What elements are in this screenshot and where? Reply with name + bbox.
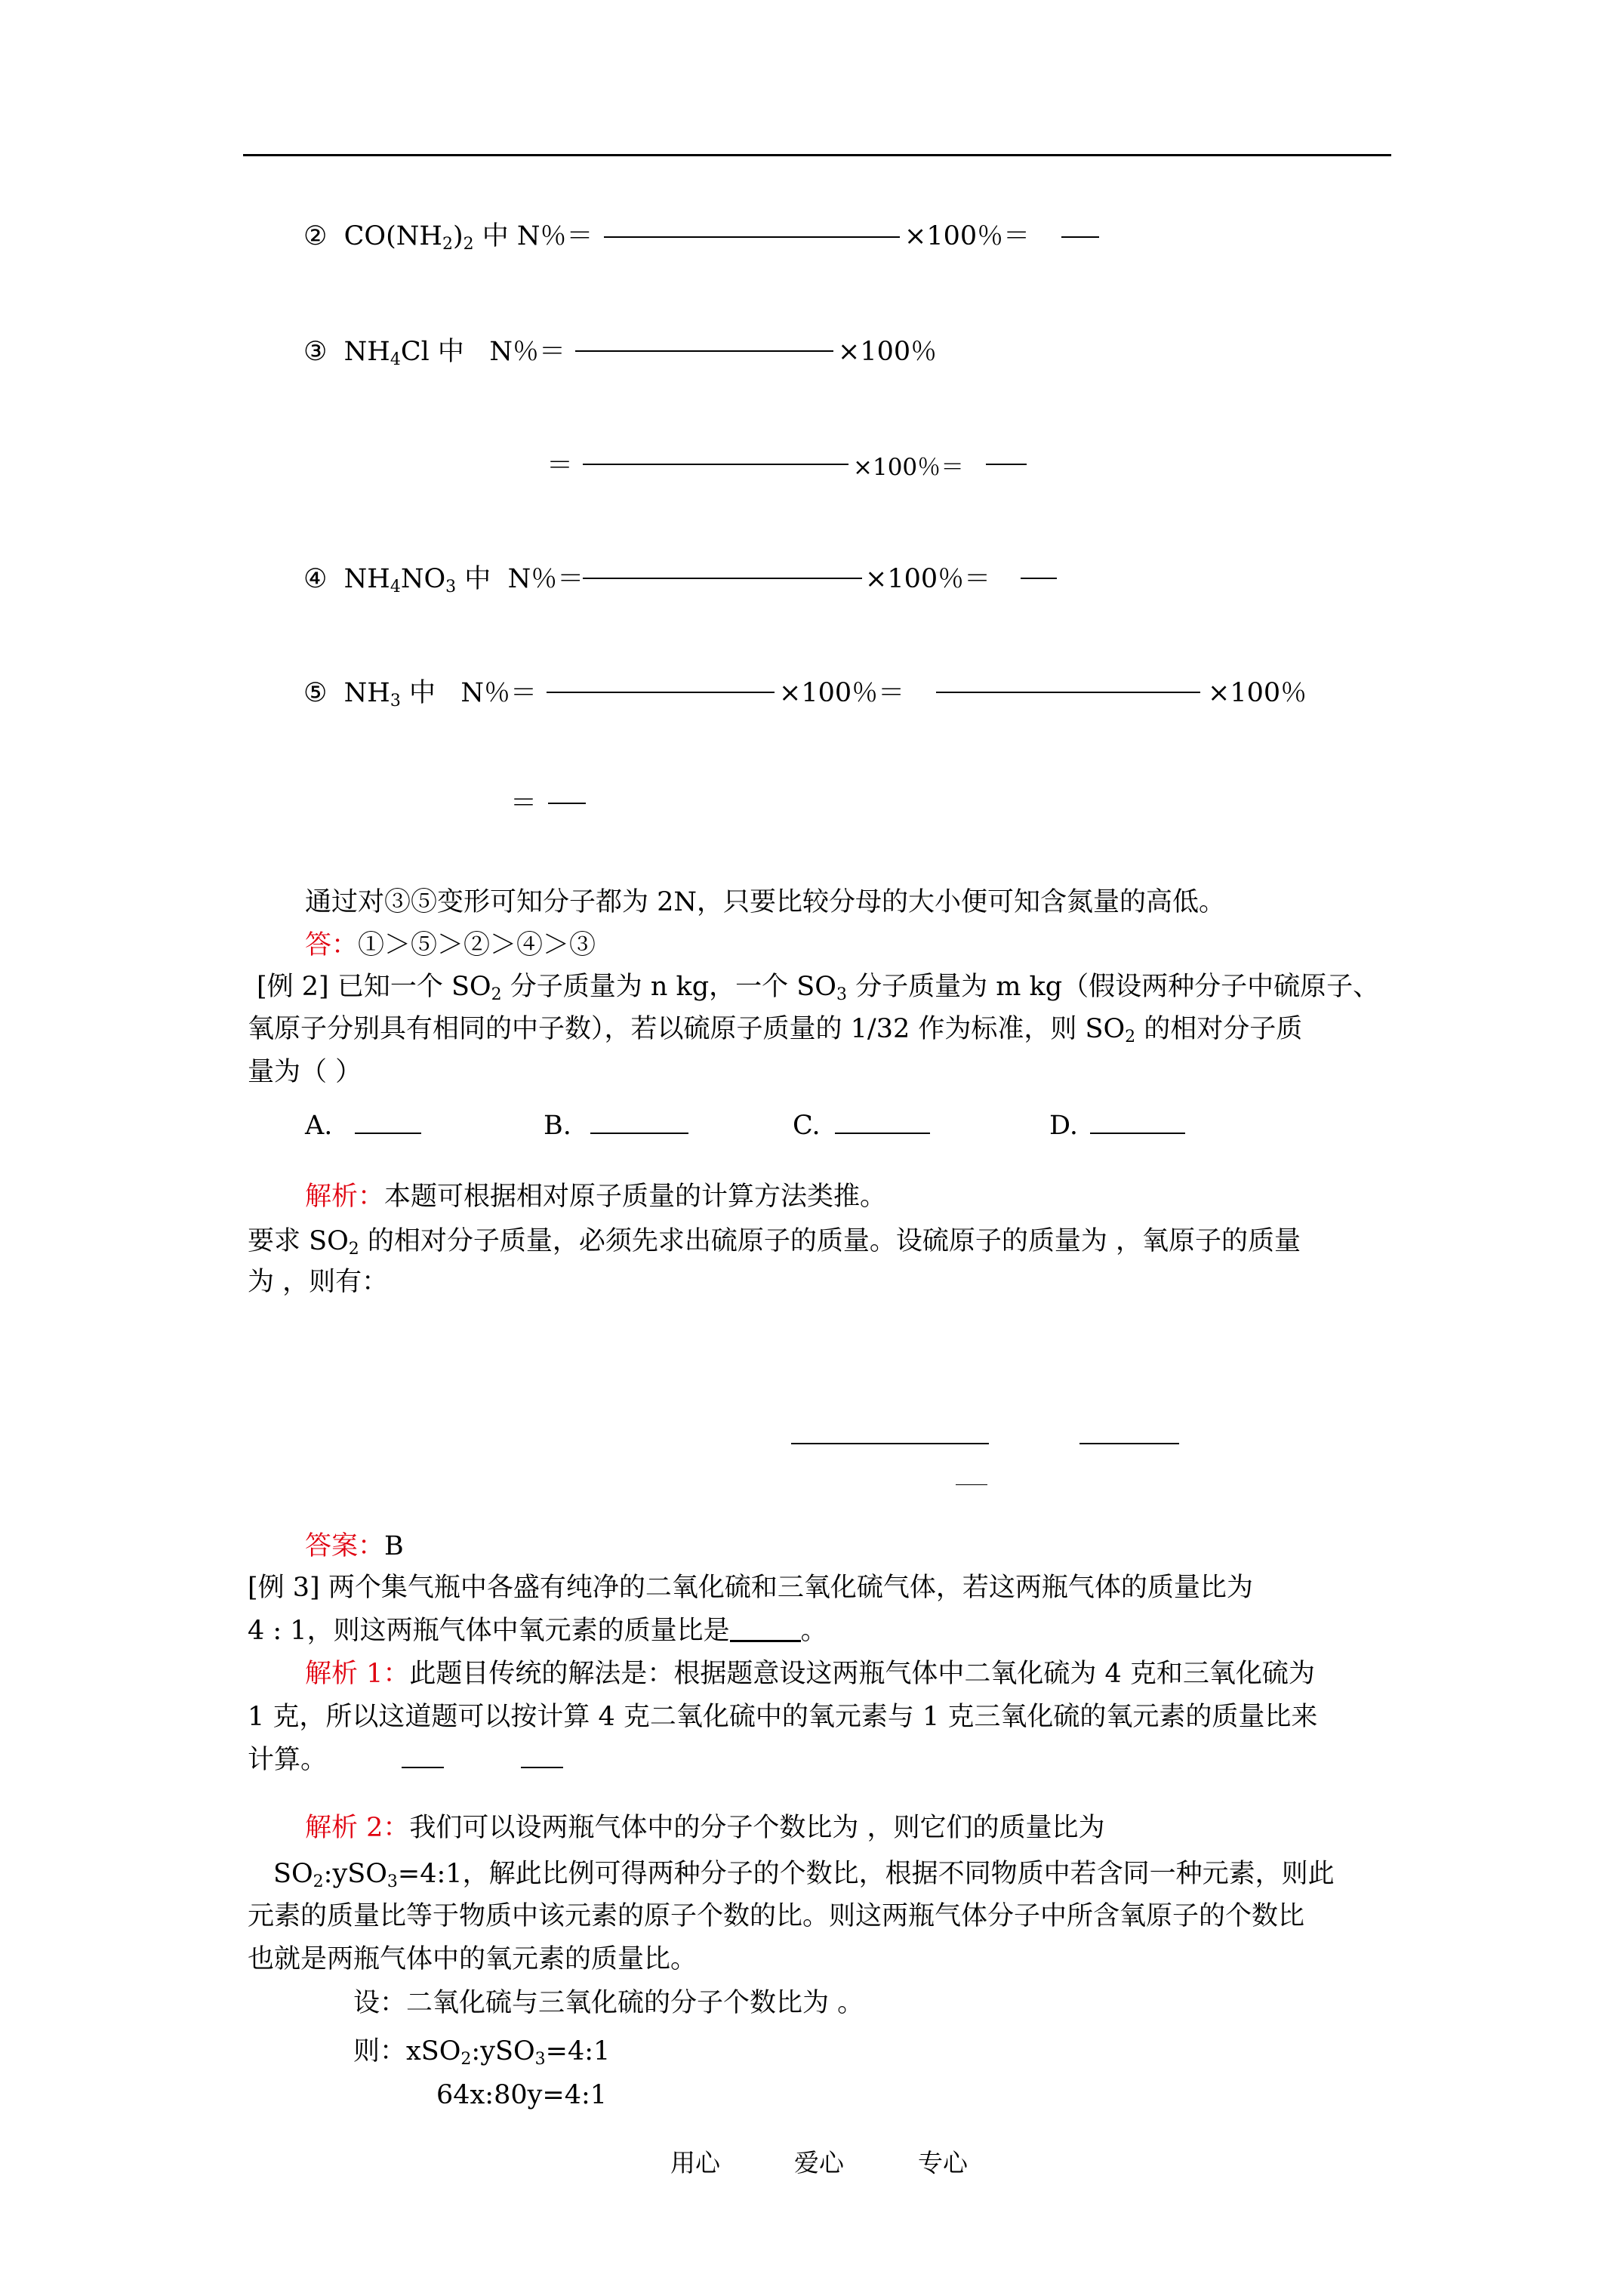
- analysis-1-line-2: 1 克，所以这道题可以按计算 4 克二氧化硫中的氧元素与 1 克三氧化硫的氧元素的质量比来: [248, 1702, 1318, 1732]
- text: 。: [800, 1616, 827, 1646]
- fraction-bar: [986, 464, 1027, 465]
- fraction-bar: [583, 464, 848, 465]
- formula-2: [303, 223, 593, 253]
- analysis-2-label: 解析 2：: [305, 1813, 410, 1843]
- example-2-line-3: 量为（ ）: [248, 1057, 362, 1087]
- fraction-bar: [1021, 578, 1057, 579]
- formula-2-mid: ): [452, 221, 463, 251]
- formula-5-label: ⑤: [303, 678, 328, 708]
- formula-4-tail: ×100％＝: [865, 564, 991, 594]
- formula-3: [303, 339, 565, 368]
- answer-2-value: B: [384, 1531, 404, 1561]
- formula-5-pre: NH: [343, 678, 390, 708]
- text: =4:1，解此比例可得两种分子的个数比，根据不同物质中若含同一种元素，则此: [397, 1859, 1335, 1889]
- text: 则：xSO: [353, 2036, 461, 2066]
- subscript: 2: [313, 1872, 324, 1891]
- option-c-blank: [835, 1133, 930, 1134]
- text: 要求 SO: [248, 1226, 349, 1256]
- formula-5-tail: ×100％: [1208, 678, 1307, 708]
- footer-item: 用心: [670, 2148, 720, 2177]
- formula-4: [303, 566, 584, 596]
- header-rule: [243, 154, 1391, 156]
- formula-4-label: ④: [303, 564, 328, 594]
- option-d: D.: [1049, 1111, 1078, 1141]
- subscript: 3: [534, 2050, 546, 2069]
- fraction-bar: [1061, 236, 1099, 238]
- fraction-bar: [1079, 1443, 1179, 1444]
- analysis-2-line-1: [305, 1815, 1105, 1841]
- analysis-2-line-3: 元素的质量比等于物质中该元素的原子个数的比。则这两瓶气体分子中所含氧原子的个数比: [248, 1901, 1305, 1931]
- example-3-line-1: [例 3] 两个集气瓶中各盛有纯净的二氧化硫和三氧化硫气体，若这两瓶气体的质量比为: [248, 1573, 1253, 1603]
- text: 的相对分子质量，必须先求出硫原子的质量。设硫原子的质量为 ，氧原子的质量: [359, 1226, 1301, 1256]
- answer-1-value: ①＞⑤＞②＞④＞③: [358, 930, 596, 960]
- setup-line-3: 64x:80y=4:1: [436, 2080, 608, 2110]
- analysis-1-label: 解析 1：: [305, 1659, 410, 1689]
- formula-3-post: Cl 中: [400, 337, 464, 367]
- text: 氧原子分别具有相同的中子数），若以硫原子质量的 1/32 作为标准，则 SO: [248, 1014, 1126, 1044]
- analysis-label: 解析：: [305, 1182, 385, 1212]
- option-a-blank: [355, 1133, 421, 1134]
- example-2-line-1: [257, 974, 1379, 1003]
- analysis-1-line-3: 计算。: [248, 1745, 328, 1775]
- option-b: B.: [544, 1111, 571, 1141]
- fraction-bar: [548, 803, 586, 804]
- fraction-bar: [402, 1767, 444, 1768]
- example-2-line-2: [248, 1016, 1302, 1046]
- option-c: C.: [793, 1111, 821, 1141]
- subscript: 2: [460, 2050, 472, 2069]
- fraction-bar: [547, 692, 775, 693]
- fraction-bar: [583, 578, 862, 579]
- formula-3-np: N％＝: [489, 337, 565, 367]
- analysis-line-2: [248, 1228, 1301, 1258]
- answer-1: [305, 932, 596, 959]
- example-3-line-2: [248, 1617, 827, 1644]
- formula-4-np: N％＝: [507, 564, 584, 594]
- text: 此题目传统的解法是：根据题意设这两瓶气体中二氧化硫为 4 克和三氧化硫为: [409, 1659, 1315, 1689]
- text: 分子质量为 m kg（假设两种分子中硫原子、: [846, 972, 1380, 1002]
- formula-2-pre: CO(NH: [343, 221, 442, 251]
- formula-3-tail: ×100％: [838, 337, 938, 367]
- formula-4-sub2: 3: [445, 578, 457, 596]
- formula-2-tail: ×100％＝: [904, 221, 1030, 251]
- answer-blank: [730, 1617, 801, 1642]
- subscript: 2: [348, 1240, 359, 1259]
- subscript: 3: [387, 1872, 398, 1891]
- analysis-2-line-2: [273, 1861, 1335, 1891]
- formula-3b-tail: ×100％＝: [853, 454, 965, 481]
- formula-5b-eq: ＝: [510, 788, 537, 818]
- fraction-bar: [936, 692, 1200, 693]
- text: :ySO: [471, 2036, 535, 2066]
- analysis-1-line-1: [305, 1661, 1315, 1687]
- subscript: 2: [1125, 1028, 1136, 1046]
- formula-2-sub1: 2: [442, 235, 453, 254]
- fraction-bar: [575, 350, 833, 352]
- fraction-bar: [791, 1443, 989, 1444]
- option-b-blank: [590, 1133, 688, 1134]
- subscript: 3: [836, 985, 847, 1004]
- text: [例 2] 已知一个 SO: [257, 972, 491, 1002]
- formula-3-label: ③: [303, 337, 328, 367]
- formula-2-post: 中 N％＝: [482, 221, 593, 251]
- footer-item: 专心: [918, 2148, 968, 2177]
- option-a: A.: [305, 1111, 333, 1141]
- text: 4 : 1，则这两瓶气体中氧元素的质量比是: [248, 1616, 730, 1646]
- conclusion-text: 通过对③⑤变形可知分子都为 2N，只要比较分母的大小便可知含氮量的高低。: [305, 887, 1226, 917]
- text: 分子质量为 n kg，一个 SO: [501, 972, 836, 1002]
- formula-5-mid: ×100％＝: [779, 678, 905, 708]
- text: =4:1: [545, 2036, 611, 2066]
- text: 我们可以设两瓶气体中的分子个数比为 ，则它们的质量比为: [409, 1813, 1105, 1843]
- formula-5-sub1: 3: [390, 692, 401, 710]
- answer-1-label: 答：: [305, 930, 359, 960]
- formula-4-pre: NH: [343, 564, 390, 594]
- text: SO: [273, 1859, 313, 1889]
- option-d-blank: [1090, 1133, 1185, 1134]
- formula-2-sub2: 2: [463, 235, 474, 254]
- formula-5: [303, 680, 537, 710]
- answer-2: [305, 1533, 404, 1560]
- fraction-bar: [956, 1484, 987, 1485]
- formula-4-mid: NO: [400, 564, 446, 594]
- setup-line-2: [353, 2036, 611, 2069]
- setup-line-1: 设：二氧化硫与三氧化硫的分子个数比为 。: [353, 1988, 864, 2018]
- formula-4-post: 中: [464, 564, 491, 594]
- fraction-bar: [604, 236, 900, 238]
- subscript: 2: [491, 985, 502, 1004]
- formula-2-label: ②: [303, 221, 328, 251]
- text: :ySO: [323, 1859, 387, 1889]
- text: 的相对分子质: [1135, 1014, 1303, 1044]
- analysis-line-3: 为 ，则有：: [248, 1267, 389, 1297]
- fraction-bar: [521, 1767, 563, 1768]
- analysis-2-line-4: 也就是两瓶气体中的氧元素的质量比。: [248, 1944, 698, 1974]
- answer-2-label: 答案：: [305, 1531, 385, 1561]
- formula-3b-eq: ＝: [547, 451, 574, 481]
- formula-5-post: 中: [408, 678, 436, 708]
- analysis-text: 本题可根据相对原子质量的计算方法类推。: [384, 1182, 887, 1212]
- formula-4-sub1: 4: [390, 578, 401, 596]
- formula-3-pre: NH: [343, 337, 390, 367]
- formula-5-np: N％＝: [460, 678, 537, 708]
- footer-item: 爱心: [794, 2148, 844, 2177]
- analysis: [305, 1184, 886, 1210]
- formula-3-sub1: 4: [390, 350, 401, 369]
